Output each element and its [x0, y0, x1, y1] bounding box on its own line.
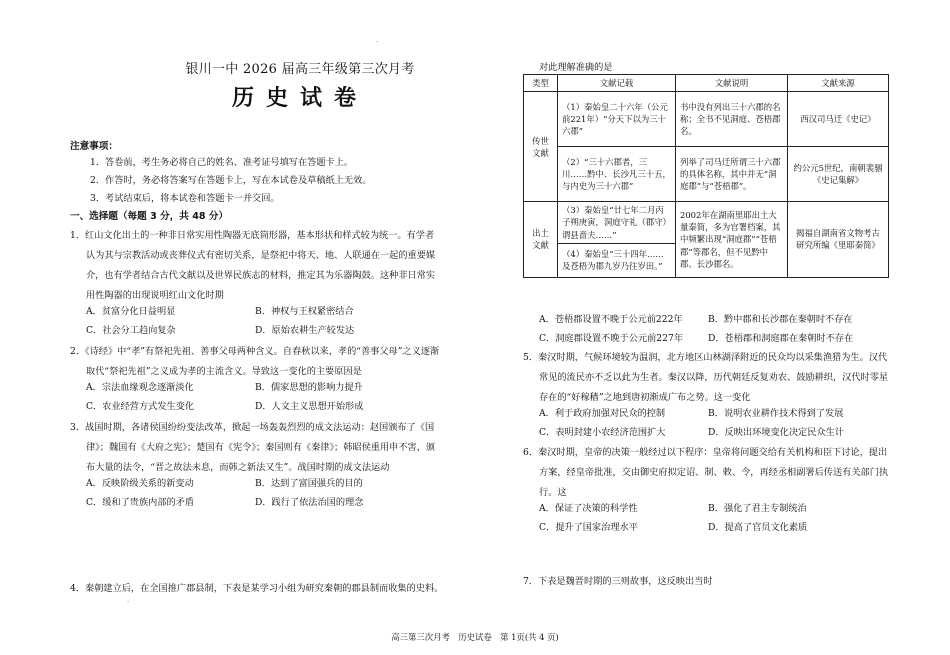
question-line: 介，也有学者结合古代文献以及世界民族志的材料，推定其为乐器陶鼓。这种非日常实: [86, 270, 436, 281]
option-d[interactable]: D．原始农耕生产较发达: [255, 325, 355, 336]
question-line: 2．《诗经》中“孝”有祭祀先祖、善事父母两种含义。自春秋以来，孝的“善事父母”之义逐渐: [70, 346, 440, 357]
option-d[interactable]: D．反映出环境变化决定民众生计: [708, 427, 844, 438]
exam-heading: 银川一中 2026 届高三年级第三次月考: [185, 62, 415, 77]
question-5: [523, 348, 903, 408]
option-b[interactable]: B．强化了君主专制统治: [708, 503, 807, 514]
source-cell: 揭福自湖南省文物考古研究所编《里耶秦简》: [788, 202, 889, 278]
option-c[interactable]: C．表明封建小农经济范围扩大: [539, 427, 666, 438]
option-d[interactable]: D．践行了依法治国的理念: [255, 497, 364, 508]
category-cell: 传世文献: [524, 92, 558, 202]
record-cell: （3）秦始皇“廿七年二月丙子朔庚寅，洞庭守礼（郡守）谓县啬夫……”: [558, 202, 676, 244]
option-a[interactable]: A．贫富分化日益明显: [86, 306, 176, 317]
question-line: 3．战国时期，各诸侯国纷纷变法改革，掀起一场轰轰烈烈的成文法运动：赵国颁布了《国: [70, 422, 435, 433]
notice-title: 注意事项：: [70, 141, 118, 152]
option-a[interactable]: A．宗法血缘观念逐渐淡化: [86, 382, 194, 393]
option-b[interactable]: B．神权与王权紧密结合: [255, 306, 354, 317]
table-header: 类型: [524, 75, 558, 92]
question-line: 5．秦汉时期，气候环境较为温润，北方地区山林湖泽附近的民众均以采集渔猎为生。汉代: [523, 352, 888, 363]
table-row: [524, 92, 889, 147]
source-cell: 约公元5世纪，南朝裴骃《史记集解》: [788, 147, 889, 202]
question-line: 用性陶器的出现说明红山文化时期: [86, 290, 224, 301]
note-cell: 列举了司马迁所谓三十六郡的具体名称，其中并无“洞庭郡”与“苍梧郡”。: [676, 147, 788, 202]
question-line: 常见的流民亦不乏以此为生者。秦汉以降，历代朝廷反复劝农、鼓励耕织，汉代时零星: [539, 372, 889, 383]
table-row: [524, 147, 889, 202]
source-cell: 西汉司马迁《史记》: [788, 92, 889, 147]
note-cell: 2002年在湖南里耶出土大量秦简，多为官署档案，其中频繁出现“洞庭郡”“苍梧郡”等郡名，但不见黔中郡、长沙郡名。: [676, 202, 788, 278]
table-header: 文献说明: [676, 75, 788, 92]
option-c[interactable]: C．提升了国家治理水平: [539, 522, 638, 533]
question-line: 取代“祭祀先祖”之义成为孝的主流含义。导致这一变化的主要原因是: [86, 366, 362, 377]
record-cell: （4）秦始皇“三十四年……及苍梧为郡九岁乃往岁田。”: [558, 243, 676, 277]
notice-item: 2．作答时，务必将答案写在答题卡上，写在本试卷及草稿纸上无效。: [90, 175, 372, 186]
notice-item: 3．考试结束后，将本试卷和答题卡一并交回。: [90, 193, 280, 204]
page-footer: 高三第三次月考 历史试卷 第 1页(共 4 页): [391, 632, 559, 642]
question-line: 行。这: [539, 487, 567, 498]
question-6: [523, 443, 903, 503]
note-cell: 书中没有列出三十六郡的名称；全书不见洞庭、苍梧郡名。: [676, 92, 788, 147]
option-b[interactable]: B．黔中郡和长沙郡在秦朝时不存在: [708, 314, 853, 325]
category-cell: 出土文献: [524, 202, 558, 278]
option-b[interactable]: B．儒家思想的影响力提升: [255, 382, 363, 393]
section-title: 一、选择题（每题 3 分，共 48 分）: [70, 211, 229, 222]
option-c[interactable]: C．社会分工趋向复杂: [86, 325, 176, 336]
table-row: [524, 202, 889, 244]
question-4: 4．秦朝建立后，在全国推广郡县制，下表是某学习小组为研究秦朝的郡县制而收集的史料。: [70, 583, 444, 594]
question-4-lead: 对此理解准确的是: [539, 62, 613, 73]
question-3: [70, 418, 460, 478]
question-line: 存在的“好稼穑”之地到唐初渐成广布之势。这一变化: [539, 392, 751, 403]
record-cell: （1）秦始皇二十六年（公元前221年）“分天下以为三十六郡”: [558, 92, 676, 147]
option-a[interactable]: A．反映阶级关系的新变动: [86, 478, 194, 489]
option-b[interactable]: B．达到了富国强兵的目的: [255, 478, 363, 489]
page-dot: ·: [376, 38, 379, 46]
question-line: 方案，经皇帝批准，交由御史府拟定诏、制、敕、令，再经丞相副署后传送有关部门执: [539, 467, 889, 478]
question-line: 1．红山文化出土的一种非日常实用性陶器无底筒形器，基本形状和样式较为统一。有学者: [70, 230, 435, 241]
option-c[interactable]: C．缓和了贵族内部的矛盾: [86, 497, 195, 508]
table-header: 文献来源: [788, 75, 889, 92]
option-c[interactable]: C．洞庭郡设置不晚于公元前227年: [539, 333, 684, 344]
option-d[interactable]: D．提高了官员文化素质: [708, 522, 808, 533]
option-a[interactable]: A．保证了决策的科学性: [539, 503, 638, 514]
option-b[interactable]: B．说明农业耕作技术得到了发展: [708, 408, 844, 419]
notice-item: 1．答卷前，考生务必将自己的姓名、准考证号填写在答题卡上。: [90, 157, 354, 168]
table-header: 文献记载: [558, 75, 676, 92]
question-line: 6．秦汉时期，皇帝的决策一般经过以下程序：皇帝将问题交给有关机构和臣下讨论，提出: [523, 447, 888, 458]
question-7: 7．下表是魏晋时期的三则故事，这反映出当时: [523, 576, 713, 587]
option-d[interactable]: D．人文主义思想开始形成: [255, 401, 364, 412]
subject-title: 历史试卷: [231, 86, 368, 111]
table-header-row: [524, 75, 889, 92]
source-table: [523, 74, 889, 278]
option-a[interactable]: A．苍梧郡设置不晚于公元前222年: [539, 314, 683, 325]
question-line: 布大量的法令，“晋之故法未息，而韩之新法又生”。战国时期的成文法运动: [86, 462, 390, 473]
record-cell: （2）“三十六郡者，三川……黔中、长沙凡三十五，与内史为三十六郡”: [558, 147, 676, 202]
option-c[interactable]: C．农业经营方式发生变化: [86, 401, 195, 412]
question-1: [70, 226, 460, 306]
page-dot: ·: [127, 598, 130, 606]
question-2: [70, 342, 460, 382]
question-line: 律》；魏国有《大府之宪》；楚国有《宪令》；秦国则有《秦律》；韩昭侯重用申不害，颁: [86, 442, 436, 453]
option-d[interactable]: D．苍梧郡和洞庭郡在秦朝时不存在: [708, 333, 854, 344]
option-a[interactable]: A．利于政府加强对民众的控制: [539, 408, 666, 419]
question-line: 认为其与宗教活动或丧葬仪式有密切关系，是祭祀中将天、地、人联通在一起的重要媒: [86, 250, 436, 261]
